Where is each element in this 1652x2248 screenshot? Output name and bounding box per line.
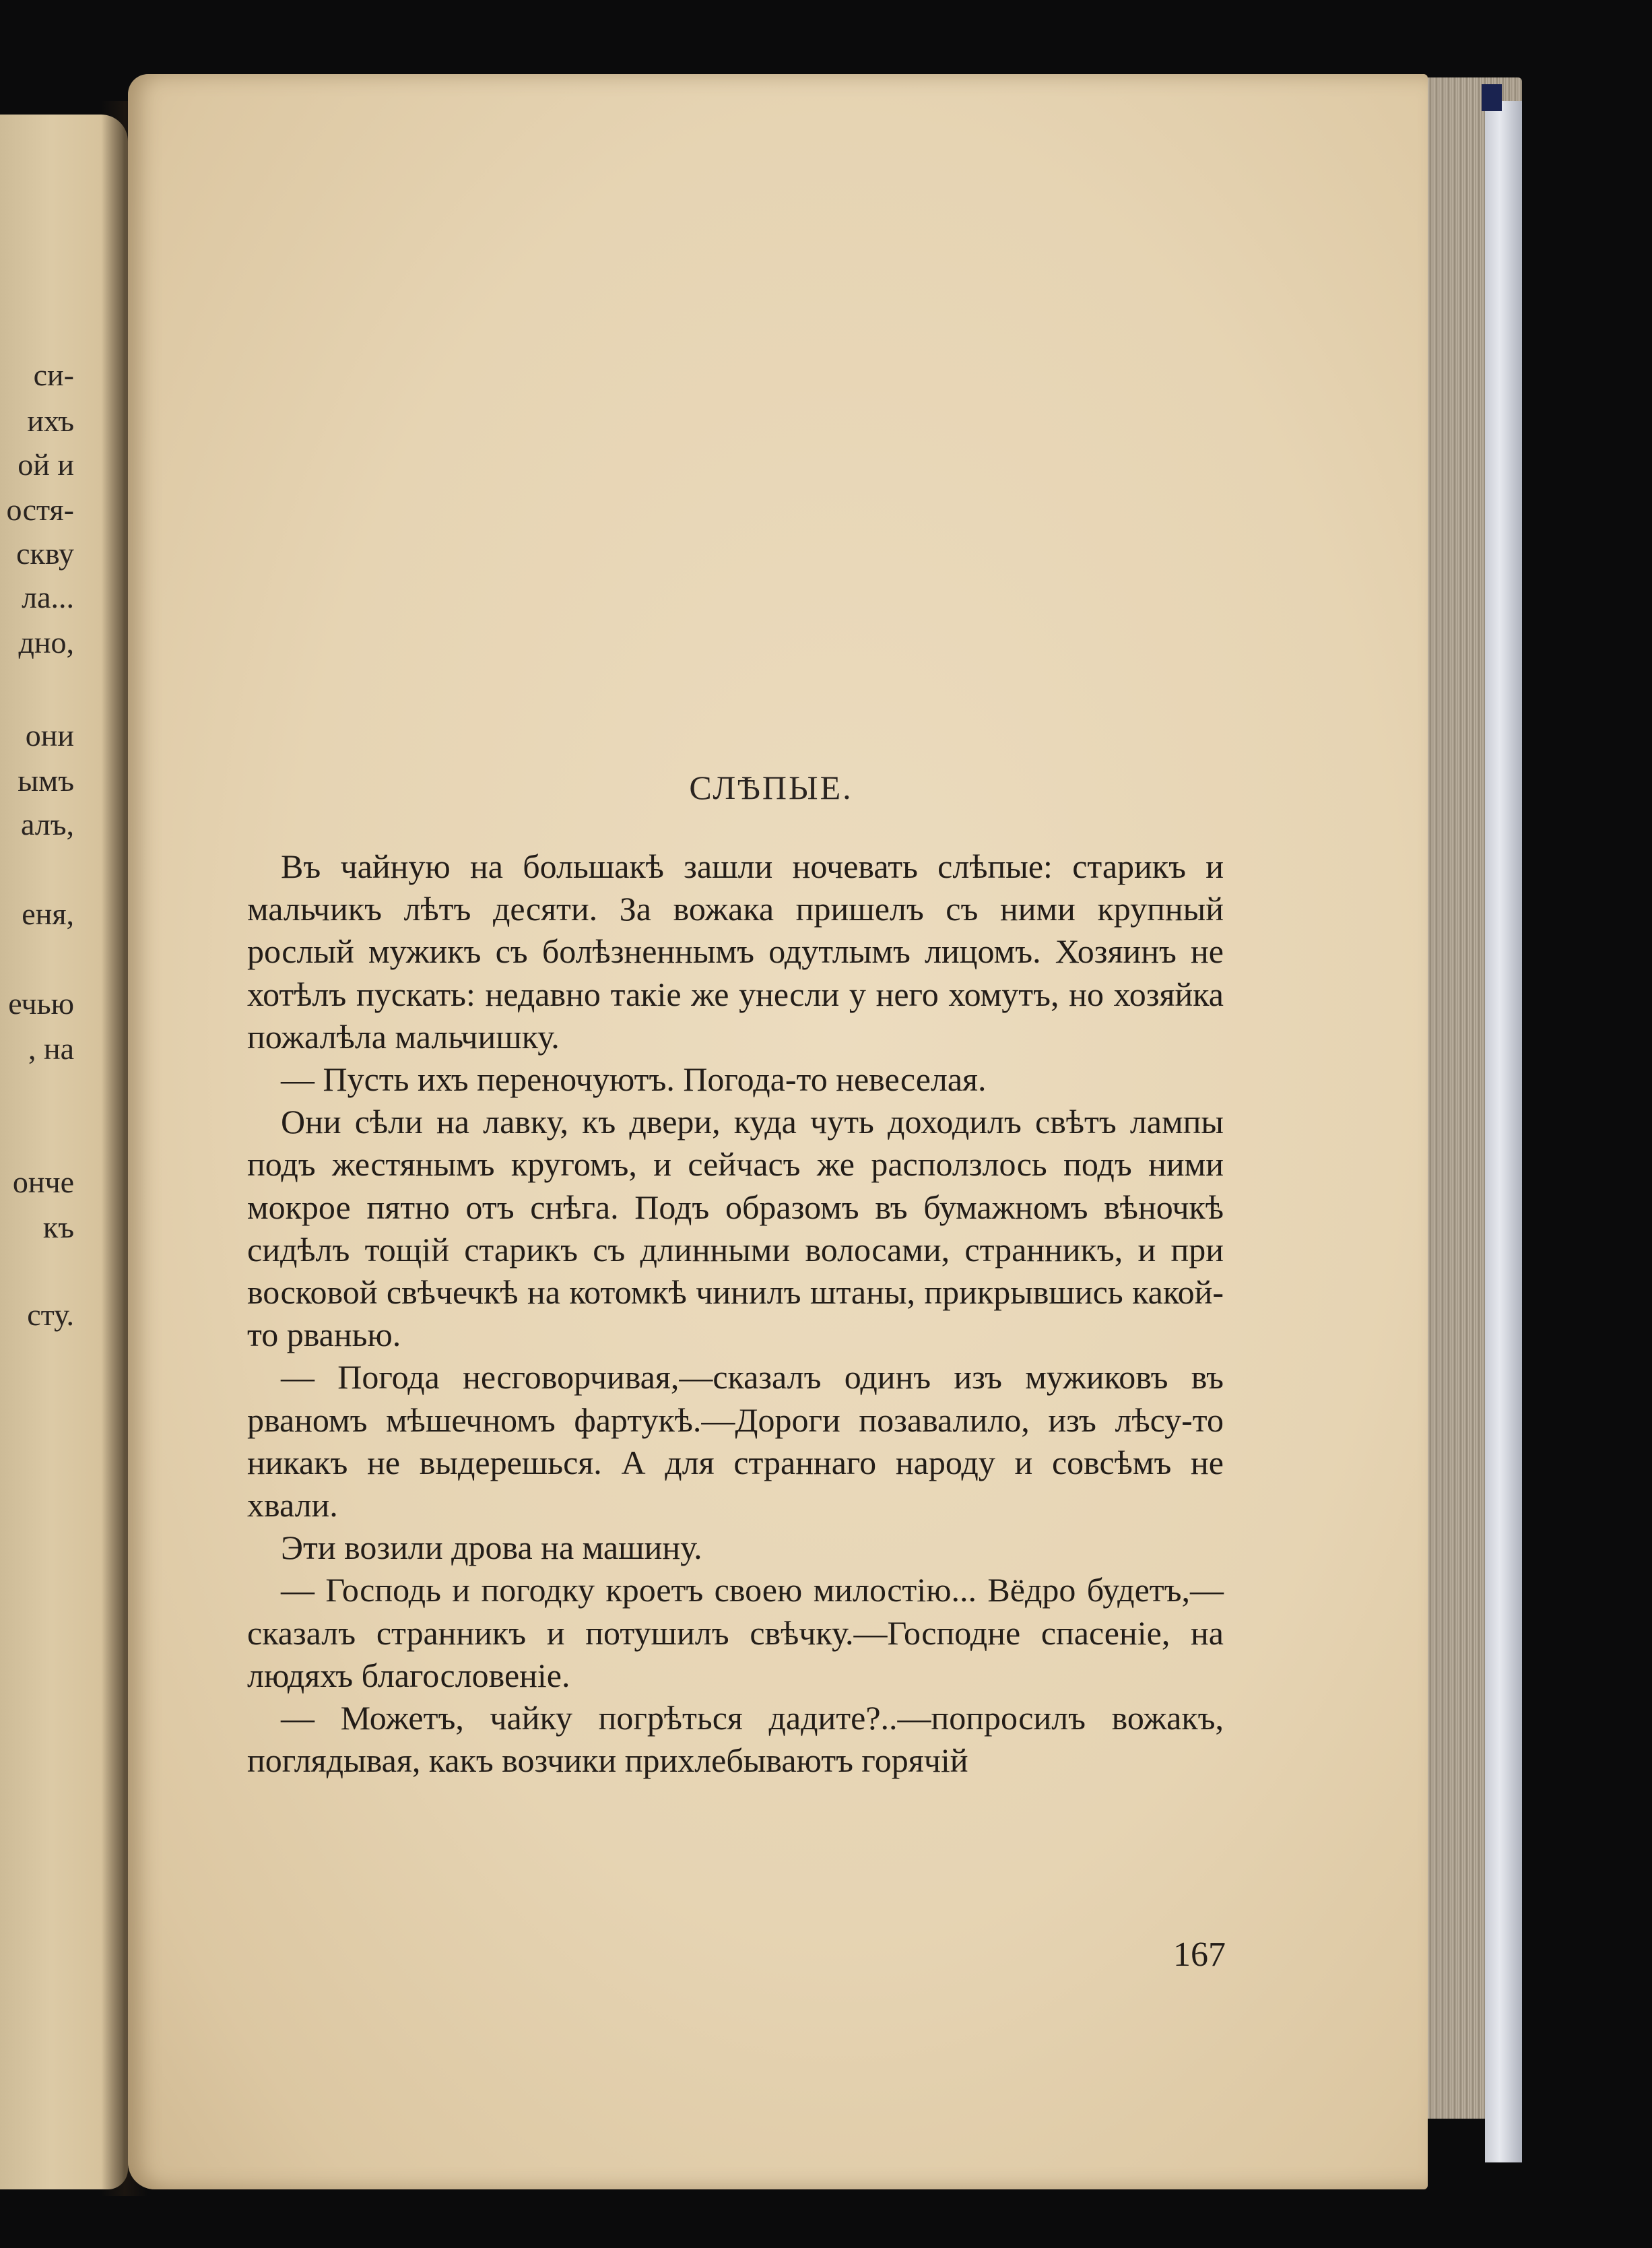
page-number: 167 — [1173, 1935, 1226, 1974]
book-cover-edge — [1485, 101, 1522, 2162]
paragraph: — Погода несговорчивая,—сказалъ одинъ изъ мужиковъ въ рваномъ мѣшечномъ фартукѣ.—Дороги позавалило, изъ лѣсу-то никакъ не выдерешься. А для страннаго народу и совсѣмъ не хвали. — [247, 1358, 1224, 1524]
previous-page-line: къ — [42, 1210, 74, 1244]
cover-corner — [1482, 84, 1502, 111]
previous-page-line: онче — [12, 1165, 74, 1199]
previous-page-line: сту. — [27, 1297, 74, 1332]
paragraph: Эти возили дрова на машину. — [281, 1529, 702, 1567]
paragraph: — Можетъ, чайку погрѣться дадите?..—попросилъ вожакъ, поглядывая, какъ возчики прихлебываютъ горячій — [247, 1699, 1224, 1780]
paragraph: Они сѣли на лавку, къ двери, куда чуть доходилъ свѣтъ лампы подъ жестянымъ кругомъ, и сейчасъ же расползлось подъ ними мокрое пятно отъ снѣга. Подъ образомъ въ бумажномъ вѣночкѣ сидѣлъ тощій старикъ съ длинными волосами, странникъ, и при восковой свѣчечкѣ на котомкѣ чинилъ штаны, прикрывшись какой-то рванью. — [247, 1103, 1224, 1354]
previous-page-line: алъ, — [20, 807, 74, 841]
previous-page-line: ихъ — [27, 404, 74, 438]
previous-page-line: дно, — [18, 625, 74, 660]
chapter-title: СЛѢПЫЕ. — [689, 769, 853, 806]
previous-page-line: скву — [16, 536, 74, 571]
previous-page-line: остя- — [6, 492, 74, 527]
paragraph: — Господь и погодку кроетъ своею милостію... Вёдро будетъ,—сказалъ странникъ и потушилъ свѣчку.—Господне спасеніе, на людяхъ благословеніе. — [247, 1571, 1224, 1694]
previous-page-line: ла... — [22, 580, 74, 614]
previous-page-line: они — [25, 718, 74, 752]
body-text — [247, 845, 1224, 1782]
paragraph: — Пусть ихъ переночуютъ. Погода-то невеселая. — [281, 1060, 987, 1099]
previous-page-line: ымъ — [18, 763, 74, 798]
previous-page-line: си- — [33, 358, 74, 392]
previous-page-line: еня, — [22, 897, 74, 931]
previous-page-line: ой и — [18, 447, 74, 482]
previous-page-line: , на — [28, 1031, 74, 1066]
previous-page-line: ечью — [8, 986, 74, 1021]
paragraph: Въ чайную на большакѣ зашли ночевать слѣпые: старикъ и мальчикъ лѣтъ десяти. За вожака пришелъ съ ними крупный рослый мужикъ съ болѣзненнымъ одутлымъ лицомъ. Хозяинъ не хотѣлъ пускать: недавно такіе же унесли у него хомутъ, но хозяйка пожалѣла мальчишку. — [247, 847, 1224, 1056]
